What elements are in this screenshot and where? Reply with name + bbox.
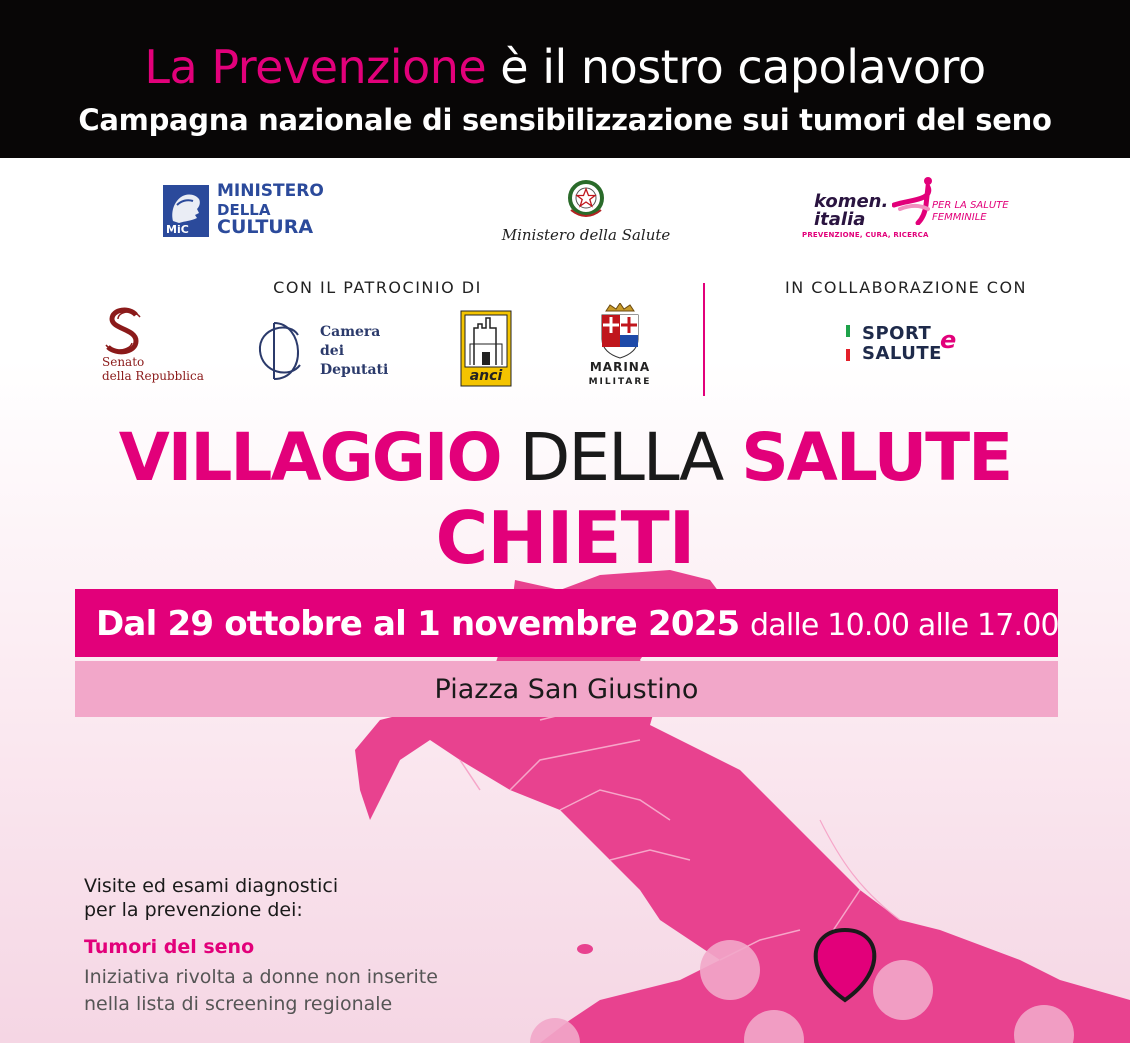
komen-word: komen. italia	[814, 191, 889, 230]
italian-emblem-icon	[563, 176, 609, 224]
title-word3: SALUTE	[741, 419, 1012, 496]
section-divider	[703, 283, 705, 396]
headline	[0, 38, 1130, 96]
ministero-salute-text: Ministero della Salute	[501, 226, 671, 244]
senato-line1: Senato	[102, 355, 145, 369]
marina-shield-icon	[598, 303, 642, 359]
senato-text	[102, 355, 204, 383]
title-word1: VILLAGGIO	[118, 419, 501, 496]
camera-line2: dei	[320, 343, 345, 359]
camera-line3: Deputati	[320, 362, 389, 378]
komen-word2: italia	[814, 209, 866, 230]
info-text	[84, 874, 404, 922]
info-note1: Iniziativa rivolta a donne non inserite	[84, 966, 438, 988]
senato-line2: della Repubblica	[102, 369, 204, 383]
mic-logo	[163, 182, 323, 242]
campaign-subtitle: Campagna nazionale di sensibilizzazione sui tumori del seno	[78, 103, 1052, 137]
komen-right1: PER LA SALUTE	[932, 200, 1009, 211]
camera-line1: Camera	[320, 324, 381, 340]
title-word2: DELLA	[500, 419, 742, 496]
info-topic: Tumori del seno	[84, 936, 255, 958]
info-note	[84, 964, 524, 1018]
patronage-label: CON IL PATROCINIO DI	[273, 278, 482, 297]
komen-word1: komen	[814, 191, 882, 212]
ministero-salute-logo	[495, 176, 677, 250]
info-line1: Visite ed esami diagnostici	[84, 875, 339, 897]
event-place: Piazza San Giustino	[434, 674, 699, 705]
collaboration-label: IN COLLABORAZIONE CON	[784, 278, 1028, 297]
village-title	[0, 420, 1130, 496]
marina-militare-logo	[582, 303, 658, 389]
event-dates: Dal 29 ottobre al 1 novembre 2025	[96, 604, 740, 644]
marina-text	[582, 361, 658, 389]
senato-logo	[96, 305, 206, 389]
mic-line3: CULTURA	[217, 216, 314, 238]
camera-monogram-icon	[254, 317, 314, 385]
sport-e-salute-logo	[846, 322, 976, 370]
sport-flag-bar	[846, 325, 850, 361]
mic-line1: MINISTERO	[217, 181, 324, 201]
camera-deputati-logo	[254, 315, 404, 385]
komen-tagline: PREVENZIONE, CURA, RICERCA	[802, 231, 929, 239]
city-title: CHIETI	[435, 496, 695, 580]
anci-text: anci	[469, 368, 503, 384]
event-hours: dalle 10.00 alle 17.00	[750, 608, 1059, 643]
mic-emblem	[163, 185, 209, 237]
sport-line1: SPORT	[862, 323, 932, 344]
headline-rest: è il nostro capolavoro	[486, 40, 986, 94]
komen-right2: FEMMINILE	[932, 212, 987, 223]
sport-text	[862, 324, 942, 364]
marina-line2: MILITARE	[588, 377, 652, 387]
headline-highlight: La Prevenzione	[144, 40, 487, 94]
camera-text	[320, 323, 388, 380]
anci-logo	[460, 310, 512, 387]
mic-abbr: MiC	[166, 223, 189, 236]
sport-line2: SALUTE	[862, 343, 942, 364]
senato-s-emblem-icon	[100, 305, 148, 359]
komen-italia-logo	[800, 175, 1040, 245]
marina-line1: MARINA	[589, 360, 651, 374]
info-note2: nella lista di screening regionale	[84, 993, 393, 1015]
mic-line2: DELLA	[217, 201, 271, 219]
komen-right-text	[932, 200, 1009, 224]
info-line2: per la prevenzione dei:	[84, 899, 303, 921]
sport-e: e	[940, 326, 957, 354]
